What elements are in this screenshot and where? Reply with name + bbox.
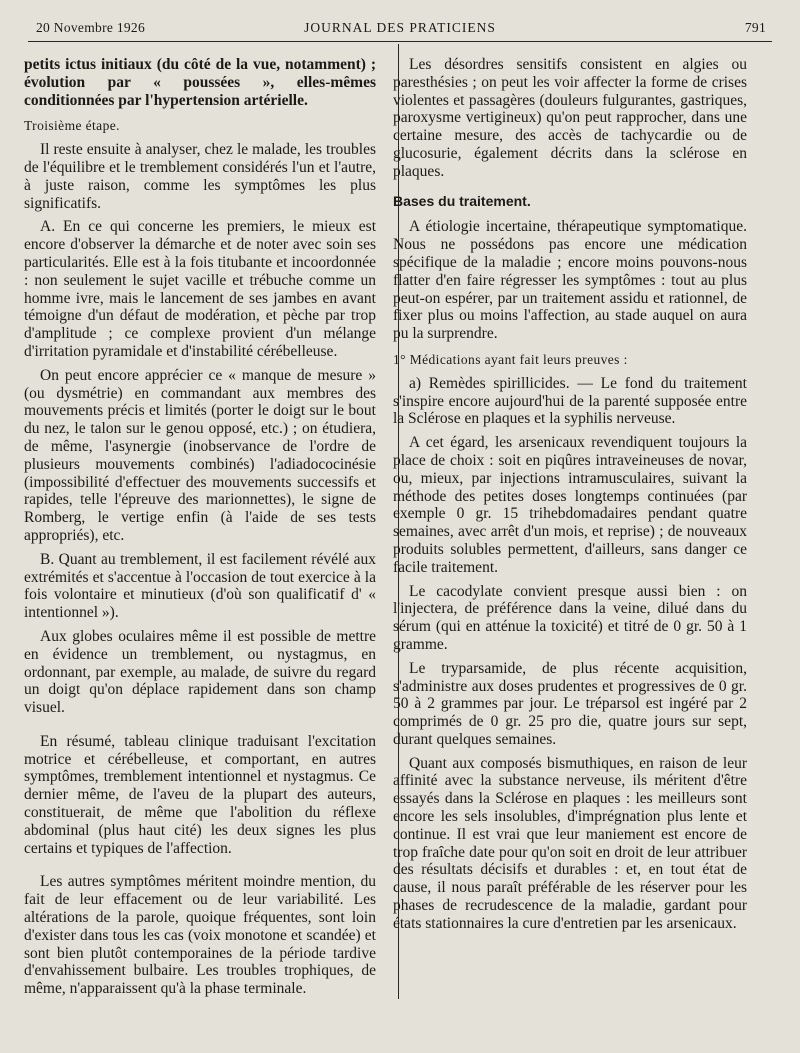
paragraph: A cet égard, les arsenicaux revendiquent toujours la place de choix : soit en piqûres intraveineuses de novar, ou, mieux, par injections intramusculaires, suivant la méthode des petites doses longtemps continuées (par exemple 0 gr. 15 trihebdomadaires pendant quatre semaines, avec arrêt d'un mois, et reprise) ; de nouveaux produits solubles permettent, d'ailleurs, sans danger ce facile traitement. bbox=[393, 434, 747, 576]
section-heading-third-stage: Troisième étape. bbox=[24, 118, 120, 134]
left-column bbox=[24, 56, 376, 1004]
paragraph: B. Quant au tremblement, il est facilement révélé aux extrémités et s'accentue à l'occasion de tout exercice à la fois volontaire et minutieux (d'où son qualificatif d' « intentionnel »). bbox=[24, 550, 376, 622]
section-heading-treatment: Bases du traitement. bbox=[393, 192, 531, 209]
paragraph: a) Remèdes spirillicides. — Le fond du traitement s'inspire encore aujourd'hui de la parenté supposée entre la Sclérose en plaques et la syphilis nerveuse. bbox=[393, 374, 747, 428]
paragraph: Le tryparsamide, de plus récente acquisition, s'administre aux doses prudentes et progressives de 0 gr. 50 à 2 grammes par jour. Le tréparsol est ingéré par 2 comprimés de 0 gr. 25 pro die, quatre jours sur sept, durant quelques semaines. bbox=[393, 659, 747, 748]
paragraph: Les désordres sensitifs consistent en algies ou paresthésies ; on peut les voir affecter la forme de crises violentes et passagères (douleurs fulgurantes, gastriques, paroxysme vertigineux) qu'on peut rapprocher, dans une certaine mesure, des accès de tachycardie ou de glucosurie, également décrits dans la sclérose en plaques. bbox=[393, 56, 747, 180]
header-journal-title: JOURNAL DES PRATICIENS bbox=[304, 20, 496, 35]
right-column bbox=[393, 56, 747, 939]
paragraph: Aux globes oculaires même il est possible de mettre en évidence un tremblement, ou nystagmus, en ordonnant, par exemple, au malade, de suivre du regard un doigt qu'on déplace rapidement dans son champ visuel. bbox=[24, 627, 376, 717]
header-date: 20 Novembre 1926 bbox=[36, 20, 146, 35]
subsection-heading-medications: 1° Médications ayant fait leurs preuves : bbox=[393, 351, 628, 367]
paragraph: Il reste ensuite à analyser, chez le malade, les troubles de l'équilibre et le tremblement considérés l'un et l'autre, à juste raison, comme les symptômes les plus significatifs. bbox=[24, 141, 376, 212]
paragraph: A. En ce qui concerne les premiers, le mieux est encore d'observer la démarche et de noter avec soin ses particularités. Elle est à la fois titubante et incoordonnée : non seulement le sujet vacille et trébuche comme un homme ivre, mais le lancement de ses jambes en avant témoigne d'un défaut de modération, et pèche par trop d'amplitude ; ce complexe provient d'un mélange d'irritation pyramidale et d'instabilité cérébelleuse. bbox=[24, 218, 376, 360]
paragraph: En résumé, tableau clinique traduisant l'excitation motrice et cérébelleuse, et comportant, en autres symptômes, tremblement intentionnel et nystagmus. Ce dernier même, de l'aveu de la plupart des auteurs, constituerait, de même que l'abolition du réflexe abdominal (plus haut cité) les deux signes les plus certains et typiques de l'affection. bbox=[24, 732, 376, 857]
header-rule bbox=[28, 41, 772, 42]
paragraph: Quant aux composés bismuthiques, en raison de leur affinité avec la substance nerveuse, ils méritent d'être essayés dans la Sclérose en plaques : les meilleurs sont encore les sels insolubles, d'imprégnation plus lente et continue. Il est vrai que leur maniement est encore de trop fraîche date pour qu'on soit en droit de leur attribuer des résultats décisifs et durables : et, en tout état de cause, il nous paraît préférable de les réserver pour les phases de recrudescence de la maladie, gardant pour états stationnaires la cure d'entretien par les arsenicaux. bbox=[393, 754, 747, 932]
paragraph: On peut encore apprécier ce « manque de mesure » (ou dysmétrie) en commandant aux membres des mouvements précis et limités (porter le doigt sur le bout du nez, le talon sur le genou opposé, etc.) ; on étudiera, de même, l'asynergie (inobservance de l'ordre de plusieurs mouvements combinés) l'adiadococinésie (impossibilité d'effectuer des mouvements successifs et rapides, telle l'épreuve des marionnettes), le signe de Romberg, le vertige enfin (à l'aide de ses tests appropriés), etc. bbox=[24, 366, 376, 544]
paragraph: Le cacodylate convient presque aussi bien : on l'injectera, de préférence dans la veine, dilué dans du sérum (qui en atténue la toxicité) et titré de 0 gr. 50 à 1 gramme. bbox=[393, 582, 747, 653]
paragraph: A étiologie incertaine, thérapeutique symptomatique. Nous ne possédons pas encore une médication spécifique de la maladie ; encore moins pouvons-nous flatter d'en faire régresser les symptômes : tout au plus peut-on espérer, par un traitement assidu et rationnel, de fixer plus ou moins l'affection, au stade auquel on aura pu la surprendre. bbox=[393, 218, 747, 343]
page-header bbox=[28, 16, 772, 40]
paragraph: Les autres symptômes méritent moindre mention, du fait de leur effacement ou de leur variabilité. Les altérations de la parole, quoique fréquentes, sont loin d'exister dans tous les cas (voix monotone et scandée) et sont bien plutôt contemporaines de la période tardive d'envahissement bulbaire. Les troubles trophiques, de même, n'apparaissent qu'à la phase terminale. bbox=[24, 873, 376, 998]
lead-paragraph: petits ictus initiaux (du côté de la vue, notamment) ; évolution par « poussées », elles-mêmes conditionnées par l'hypertension artérielle. bbox=[24, 56, 376, 109]
header-page-number: 791 bbox=[744, 20, 766, 35]
